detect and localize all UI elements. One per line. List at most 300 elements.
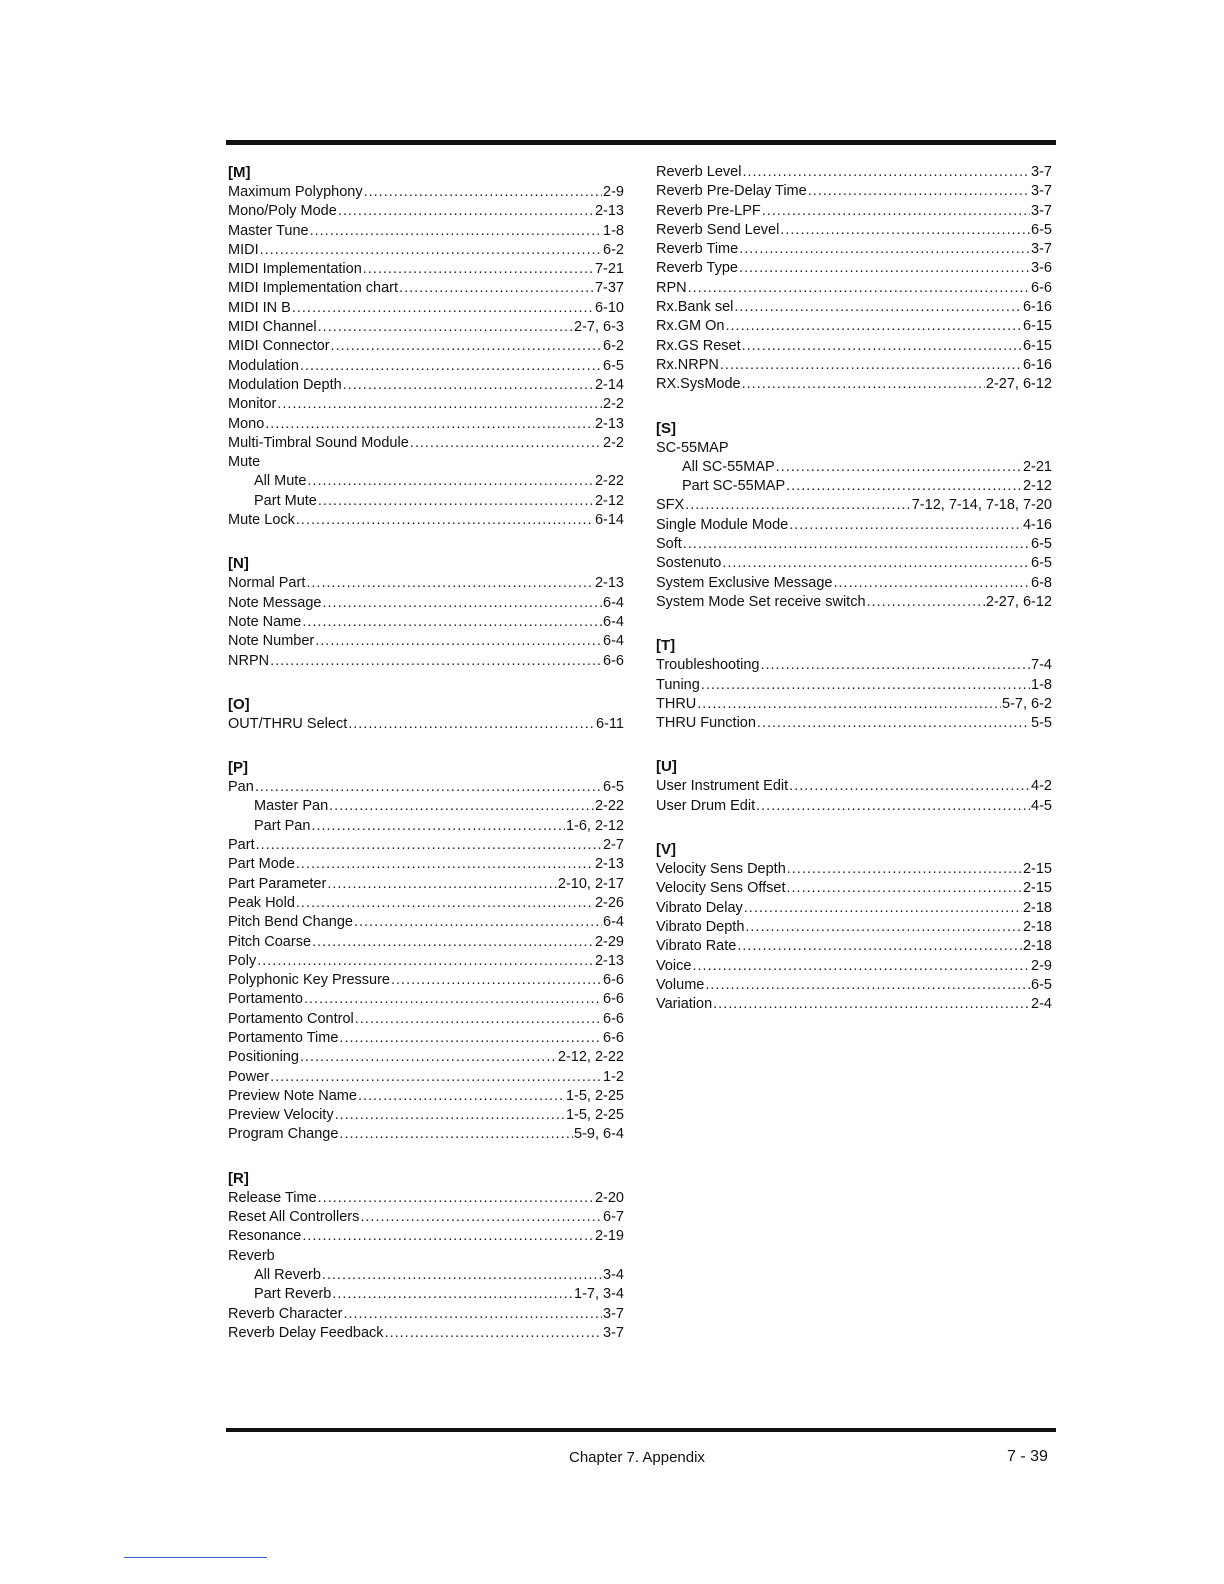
entry-page-ref: 4-16 (1022, 516, 1052, 533)
entry-term: Single Module Mode (656, 516, 789, 533)
entry-term: SFX (656, 497, 685, 514)
index-entry-note-message (228, 594, 624, 613)
index-section-m (228, 163, 624, 530)
index-entry-all-sc-55map (656, 458, 1052, 477)
index-entry-midi (228, 241, 624, 260)
dot-leader (260, 241, 602, 260)
entry-page-ref: 6-16 (1022, 356, 1052, 373)
dot-leader (757, 714, 1030, 733)
entry-term: Modulation Depth (228, 376, 342, 393)
entry-page-ref: 6-5 (1031, 555, 1052, 572)
dot-leader (833, 574, 1030, 593)
entry-page-ref: 2-13 (594, 952, 624, 969)
dot-leader (685, 496, 911, 515)
entry-page-ref: 2-21 (1022, 458, 1052, 475)
dot-leader (734, 298, 1022, 317)
index-entry-variation (656, 995, 1052, 1014)
entry-term: MIDI Implementation (228, 261, 362, 278)
index-entry-rx-sysmode (656, 375, 1052, 394)
index-entry-reverb-send-level (656, 221, 1052, 240)
entry-page-ref: 7-21 (594, 261, 624, 278)
index-entry-part-pan (228, 817, 624, 836)
index-section-o (228, 695, 624, 734)
dot-leader (789, 516, 1022, 535)
entry-page-ref: 6-5 (603, 357, 624, 374)
entry-term: User Drum Edit (656, 797, 756, 814)
entry-term: User Instrument Edit (656, 778, 789, 795)
index-entry-reverb-level (656, 163, 1052, 182)
entry-page-ref: 2-13 (594, 203, 624, 220)
entry-term: Reverb Pre-Delay Time (656, 183, 807, 200)
index-section-r (228, 1169, 624, 1343)
entry-page-ref: 1-6, 2-12 (565, 817, 624, 834)
entry-page-ref: 2-13 (594, 415, 624, 432)
index-entry-user-instrument-edit (656, 777, 1052, 796)
entry-term: Velocity Sens Offset (656, 880, 786, 897)
entry-term: Reverb Pre-LPF (656, 202, 761, 219)
entry-page-ref: 2-7 (603, 837, 624, 854)
dot-leader (323, 594, 603, 613)
entry-page-ref: 6-8 (1031, 574, 1052, 591)
index-entry-system-exclusive-message (656, 574, 1052, 593)
section-heading: [S] (656, 419, 676, 437)
entry-term: Reset All Controllers (228, 1209, 360, 1226)
dot-leader (701, 676, 1030, 695)
entry-term: Reverb Delay Feedback (228, 1324, 384, 1341)
entry-page-ref: 3-7 (1031, 183, 1052, 200)
entry-term: Vibrato Depth (656, 918, 745, 935)
entry-page-ref: 6-5 (603, 779, 624, 796)
index-entry-sc-55map (656, 439, 1052, 458)
dot-leader (327, 875, 557, 894)
entry-term: MIDI IN B (228, 299, 291, 316)
entry-term: Note Message (228, 594, 322, 611)
index-entry-reverb (228, 1247, 624, 1266)
index-entry-single-module-mode (656, 516, 1052, 535)
index-entry-all-reverb (228, 1266, 624, 1285)
entry-page-ref: 4-5 (1031, 797, 1052, 814)
dot-leader (257, 952, 594, 971)
entry-page-ref: 1-7, 3-4 (574, 1286, 624, 1303)
entry-term: Soft (656, 536, 682, 553)
entry-term: Modulation (228, 357, 299, 374)
entry-term: Mute Lock (228, 512, 295, 529)
entry-term: Voice (656, 957, 692, 974)
entry-page-ref: 2-10, 2-17 (557, 875, 624, 892)
index-entry-preview-velocity (228, 1106, 624, 1125)
link-underline[interactable] (124, 1557, 267, 1558)
dot-leader (265, 415, 594, 434)
entry-page-ref: 2-27, 6-12 (985, 593, 1052, 610)
dot-leader (360, 1208, 602, 1227)
dot-leader (410, 434, 602, 453)
entry-page-ref: 1-5, 2-25 (565, 1087, 624, 1104)
index-entry-reverb-time (656, 240, 1052, 259)
dot-leader (307, 472, 594, 491)
entry-page-ref: 2-20 (594, 1189, 624, 1206)
index-entry-user-drum-edit (656, 797, 1052, 816)
entry-page-ref: 2-22 (594, 473, 624, 490)
index-entry-part (228, 836, 624, 855)
entry-page-ref: 6-6 (603, 652, 624, 669)
index-entry-velocity-sens-depth (656, 860, 1052, 879)
dot-leader (296, 855, 594, 874)
entry-page-ref: 2-12 (1022, 478, 1052, 495)
index-entry-mono-poly-mode (228, 202, 624, 221)
entry-page-ref: 2-27, 6-12 (985, 376, 1052, 393)
dot-leader (339, 1125, 573, 1144)
index-entry-sostenuto (656, 554, 1052, 573)
index-entry-midi-in-b (228, 299, 624, 318)
dot-leader (332, 1285, 573, 1304)
entry-term: Part Mute (254, 492, 317, 509)
entry-term: RX.SysMode (656, 376, 741, 393)
entry-term: Resonance (228, 1228, 302, 1245)
entry-term: Tuning (656, 676, 700, 693)
entry-term: Part Reverb (254, 1286, 332, 1303)
entry-term: Note Name (228, 613, 302, 630)
entry-term: Positioning (228, 1049, 299, 1066)
entry-page-ref: 2-12 (594, 492, 624, 509)
entry-term: Part SC-55MAP (682, 478, 786, 495)
entry-term: Volume (656, 976, 705, 993)
entry-page-ref: 2-18 (1022, 918, 1052, 935)
index-section-p (228, 758, 624, 1145)
entry-term: Preview Velocity (228, 1107, 334, 1124)
entry-page-ref: 1-2 (603, 1068, 624, 1085)
entry-page-ref: 2-15 (1022, 861, 1052, 878)
entry-term: Reverb Level (656, 164, 742, 180)
entry-term: Reverb Character (228, 1305, 343, 1322)
dot-leader (867, 593, 985, 612)
index-entry-master-pan (228, 797, 624, 816)
index-entry-rpn (656, 279, 1052, 298)
index-section-continued (656, 163, 1052, 395)
entry-page-ref: 6-4 (603, 633, 624, 650)
index-entry-portamento-time (228, 1029, 624, 1048)
index-entry-part-sc-55map (656, 477, 1052, 496)
dot-leader (697, 695, 1001, 714)
entry-page-ref: 2-9 (1031, 957, 1052, 974)
index-entry-reset-all-controllers (228, 1208, 624, 1227)
dot-leader (737, 937, 1022, 956)
entry-page-ref: 2-12, 2-22 (557, 1049, 624, 1066)
entry-term: Multi-Timbral Sound Module (228, 434, 409, 451)
entry-term: System Exclusive Message (656, 574, 833, 591)
index-column-right (656, 163, 1052, 1038)
entry-term: Monitor (228, 396, 277, 413)
entry-page-ref: 6-5 (1031, 221, 1052, 238)
entry-page-ref: 6-4 (603, 613, 624, 630)
footer-chapter-title: Chapter 7. Appendix (569, 1449, 705, 1466)
section-heading: [M] (228, 164, 251, 181)
index-entry-vibrato-depth (656, 918, 1052, 937)
dot-leader (364, 183, 602, 202)
dot-leader (318, 1189, 594, 1208)
index-entry-poly (228, 952, 624, 971)
entry-page-ref: 2-13 (594, 575, 624, 592)
dot-leader (338, 202, 594, 221)
index-entry-polyphonic-key-pressure (228, 971, 624, 990)
entry-term: All Reverb (254, 1266, 321, 1283)
index-entry-out-thru-select (228, 715, 624, 734)
entry-page-ref: 2-9 (603, 184, 624, 200)
entry-term: Mono/Poly Mode (228, 203, 337, 220)
dot-leader (391, 971, 602, 990)
index-entry-mono (228, 415, 624, 434)
index-entry-rx-bank-sel (656, 298, 1052, 317)
entry-page-ref: 3-7 (603, 1305, 624, 1322)
entry-term: Variation (656, 996, 713, 1013)
entry-term: System Mode Set receive switch (656, 593, 866, 610)
index-entry-reverb-character (228, 1305, 624, 1324)
entry-term: RPN (656, 279, 687, 296)
entry-term: Reverb Time (656, 241, 739, 258)
top-rule (226, 140, 1056, 145)
dot-leader (331, 337, 602, 356)
index-entry-pan (228, 778, 624, 797)
index-entry-modulation (228, 357, 624, 376)
section-heading: [R] (228, 1169, 249, 1187)
dot-leader (343, 376, 594, 395)
entry-page-ref: 6-4 (603, 594, 624, 611)
index-entry-resonance (228, 1227, 624, 1246)
dot-leader (725, 317, 1021, 336)
entry-page-ref: 2-29 (594, 933, 624, 950)
entry-term: NRPN (228, 652, 270, 669)
entry-term: Vibrato Delay (656, 899, 743, 916)
entry-term: Part (228, 837, 255, 854)
entry-term: Mute (228, 454, 261, 471)
footer-page-number: 7 - 39 (1007, 1448, 1048, 1465)
dot-leader (722, 554, 1030, 573)
entry-page-ref: 1-8 (603, 222, 624, 239)
entry-term: Rx.NRPN (656, 356, 719, 373)
index-entry-velocity-sens-offset (656, 879, 1052, 898)
entry-term: Pitch Bend Change (228, 914, 353, 931)
entry-term: OUT/THRU Select (228, 715, 348, 732)
entry-term: Pitch Coarse (228, 933, 312, 950)
section-heading: [V] (656, 841, 676, 859)
dot-leader (808, 182, 1030, 201)
dot-leader (300, 357, 602, 376)
entry-page-ref: 2-26 (594, 894, 624, 911)
index-entry-system-mode-set-receive-switch (656, 593, 1052, 612)
dot-leader (385, 1324, 602, 1343)
index-entry-soft (656, 535, 1052, 554)
index-entry-midi-implementation-chart (228, 279, 624, 298)
dot-leader (304, 990, 602, 1009)
entry-page-ref: 6-6 (1031, 279, 1052, 296)
dot-leader (742, 163, 1030, 182)
entry-page-ref: 6-6 (603, 972, 624, 989)
dot-leader (756, 797, 1030, 816)
index-entry-program-change (228, 1125, 624, 1144)
index-entry-rx-nrpn (656, 356, 1052, 375)
entry-term: MIDI Implementation chart (228, 280, 399, 297)
entry-term: Part Mode (228, 856, 295, 873)
index-entry-reverb-pre-delay-time (656, 182, 1052, 201)
entry-page-ref: 2-14 (594, 376, 624, 393)
dot-leader (343, 1305, 602, 1324)
entry-page-ref: 7-12, 7-14, 7-18, 7-20 (911, 497, 1052, 514)
index-entry-vibrato-rate (656, 937, 1052, 956)
index-entry-portamento (228, 990, 624, 1009)
entry-page-ref: 5-9, 6-4 (574, 1126, 624, 1143)
index-entry-rx-gs-reset (656, 337, 1052, 356)
dot-leader (312, 933, 594, 952)
index-entry-modulation-depth (228, 376, 624, 395)
section-heading: [O] (228, 695, 250, 713)
entry-page-ref: 3-7 (603, 1324, 624, 1341)
dot-leader (760, 656, 1030, 675)
entry-term: MIDI Channel (228, 319, 317, 336)
bottom-rule (226, 1428, 1056, 1432)
section-heading: [N] (228, 555, 249, 573)
index-entry-normal-part (228, 574, 624, 593)
index-entry-reverb-delay-feedback (228, 1324, 624, 1343)
dot-leader (318, 318, 573, 337)
entry-term: Master Pan (254, 798, 329, 815)
index-entry-rx-gm-on (656, 317, 1052, 336)
dot-leader (787, 879, 1022, 898)
index-entry-monitor (228, 395, 624, 414)
index-entry-maximum-polyphony (228, 183, 624, 202)
index-entry-note-number (228, 632, 624, 651)
entry-page-ref: 6-4 (603, 914, 624, 931)
dot-leader (339, 1029, 602, 1048)
entry-page-ref: 2-19 (594, 1228, 624, 1245)
entry-page-ref: 2-15 (1022, 880, 1052, 897)
dot-leader (692, 957, 1030, 976)
entry-term: MIDI (228, 241, 259, 258)
entry-term: THRU Function (656, 715, 756, 732)
entry-page-ref: 2-4 (1031, 996, 1052, 1013)
index-entry-vibrato-delay (656, 899, 1052, 918)
entry-page-ref: 6-5 (1031, 976, 1052, 993)
entry-page-ref: 6-15 (1022, 318, 1052, 335)
entry-term: Polyphonic Key Pressure (228, 972, 390, 989)
dot-leader (302, 1227, 594, 1246)
entry-term: Master Tune (228, 222, 309, 239)
index-entry-midi-connector (228, 337, 624, 356)
dot-leader (354, 913, 602, 932)
index-entry-pitch-coarse (228, 933, 624, 952)
entry-term: Vibrato Rate (656, 938, 737, 955)
dot-leader (720, 356, 1022, 375)
entry-page-ref: 2-2 (603, 434, 624, 451)
entry-page-ref: 6-16 (1022, 299, 1052, 316)
entry-term: Mono (228, 415, 265, 432)
index-entry-midi-implementation (228, 260, 624, 279)
entry-page-ref: 3-6 (1031, 260, 1052, 277)
dot-leader (355, 1010, 602, 1029)
index-entry-part-mode (228, 855, 624, 874)
index-entry-part-parameter (228, 875, 624, 894)
entry-term: Rx.GS Reset (656, 337, 741, 354)
entry-term: Part Parameter (228, 875, 327, 892)
index-entry-peak-hold (228, 894, 624, 913)
dot-leader (270, 1068, 602, 1087)
entry-page-ref: 6-5 (1031, 536, 1052, 553)
index-entry-note-name (228, 613, 624, 632)
entry-page-ref: 6-7 (603, 1209, 624, 1226)
index-section-t (656, 636, 1052, 733)
dot-leader (335, 1106, 565, 1125)
dot-leader (311, 817, 565, 836)
dot-leader (292, 299, 594, 318)
index-section-s (656, 419, 1052, 613)
entry-page-ref: 6-6 (603, 991, 624, 1008)
entry-page-ref: 6-15 (1022, 337, 1052, 354)
entry-page-ref: 2-2 (603, 396, 624, 413)
entry-page-ref: 3-4 (603, 1266, 624, 1283)
dot-leader (683, 535, 1030, 554)
entry-page-ref: 5-5 (1031, 715, 1052, 732)
entry-page-ref: 3-7 (1031, 202, 1052, 219)
entry-term: Peak Hold (228, 894, 295, 911)
index-entry-voice (656, 957, 1052, 976)
dot-leader (786, 477, 1022, 496)
entry-term: Normal Part (228, 575, 306, 592)
dot-leader (255, 778, 602, 797)
entry-page-ref: 7-37 (594, 280, 624, 297)
index-entry-nrpn (228, 652, 624, 671)
section-heading: [T] (656, 637, 676, 655)
entry-page-ref: 3-7 (1031, 241, 1052, 258)
dot-leader (318, 492, 594, 511)
dot-leader (296, 894, 594, 913)
entry-page-ref: 6-2 (603, 241, 624, 258)
dot-leader (315, 632, 602, 651)
entry-page-ref: 4-2 (1031, 778, 1052, 795)
entry-term: THRU (656, 695, 697, 712)
dot-leader (296, 511, 594, 530)
index-column-left (228, 163, 624, 1367)
dot-leader (776, 458, 1022, 477)
entry-page-ref: 2-7, 6-3 (574, 319, 624, 336)
dot-leader (742, 375, 985, 394)
index-entry-tuning (656, 676, 1052, 695)
entry-page-ref: 3-7 (1031, 164, 1052, 180)
entry-page-ref: 6-10 (594, 299, 624, 316)
index-entry-part-reverb (228, 1285, 624, 1304)
entry-term: Troubleshooting (656, 657, 760, 674)
dot-leader (277, 395, 602, 414)
entry-term: MIDI Connector (228, 338, 330, 355)
entry-term: Note Number (228, 633, 315, 650)
entry-term: Reverb Send Level (656, 221, 780, 238)
entry-page-ref: 2-18 (1022, 899, 1052, 916)
entry-term: All SC-55MAP (682, 458, 775, 475)
dot-leader (256, 836, 602, 855)
entry-page-ref: 2-22 (594, 798, 624, 815)
dot-leader (358, 1087, 565, 1106)
entry-page-ref: 7-4 (1031, 657, 1052, 674)
entry-term: Portamento (228, 991, 303, 1008)
entry-page-ref: 5-7, 6-2 (1002, 695, 1052, 712)
section-heading: [U] (656, 758, 677, 776)
index-entry-pitch-bend-change (228, 913, 624, 932)
index-section-u (656, 757, 1052, 816)
index-entry-sfx (656, 496, 1052, 515)
entry-term: Portamento Time (228, 1029, 339, 1046)
dot-leader (744, 899, 1022, 918)
entry-page-ref: 6-6 (603, 1029, 624, 1046)
entry-term: Preview Note Name (228, 1087, 357, 1104)
entry-page-ref: 1-8 (1031, 676, 1052, 693)
dot-leader (310, 222, 602, 241)
